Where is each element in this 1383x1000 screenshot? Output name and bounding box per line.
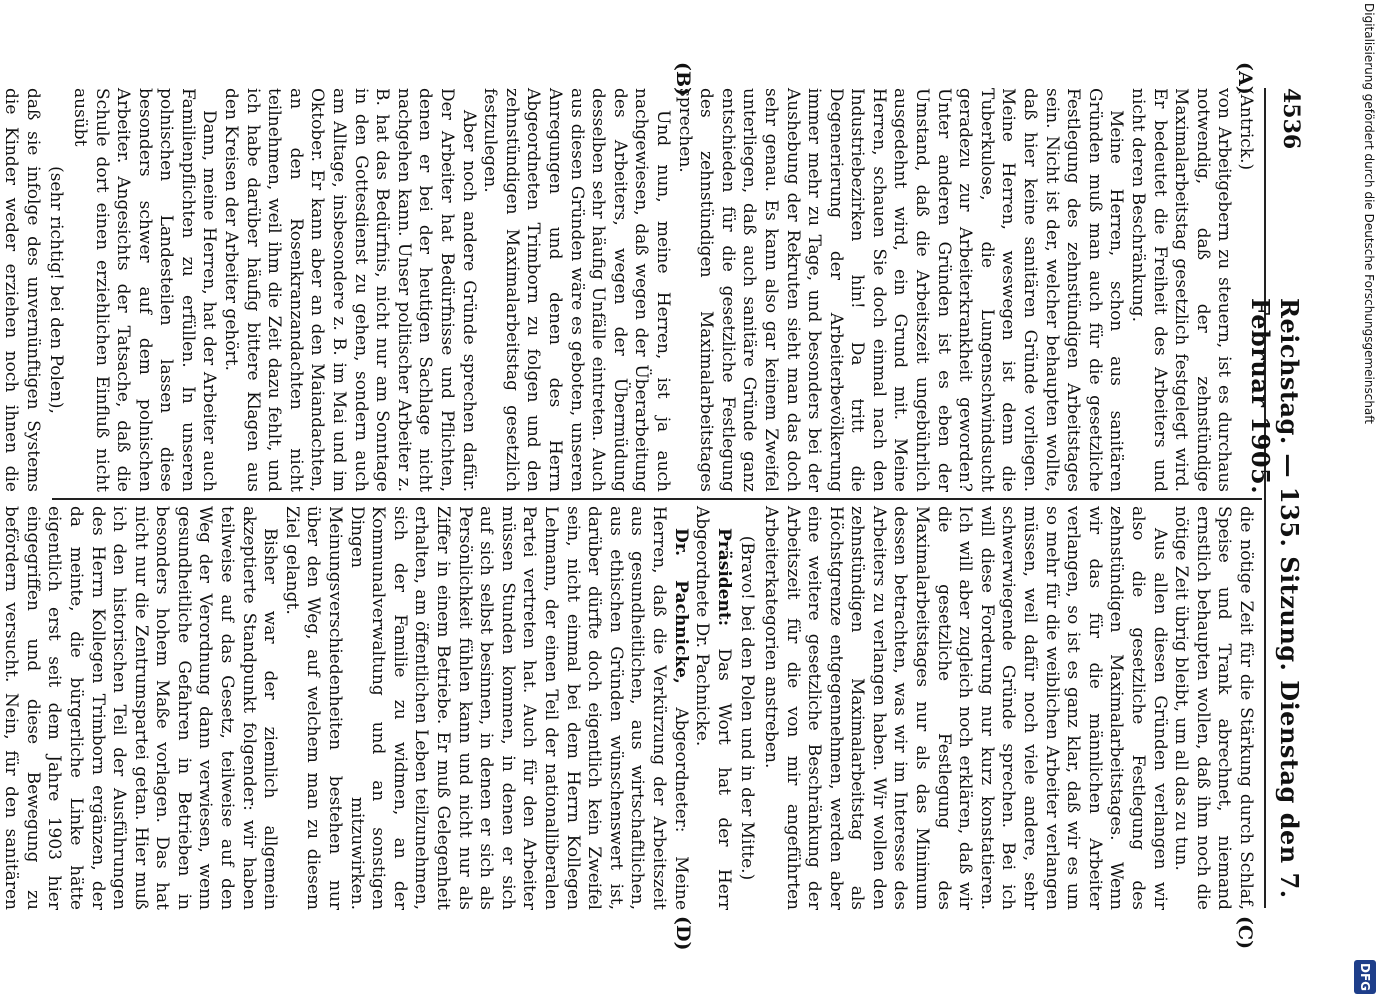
paragraph: Bisher war der ziemlich allgemein akzeptierte Standpunkt folgender: wir haben teilweise auf das Gesetz, teilweise auf den Weg der Verordnung dann verwiesen, wenn gesundheitliche Gefahren in Betrieben in besonders hohem Maße vorlagen. Das hat nicht nur die Zentrumspartei getan. Hier muß ich den historischen Teil der Ausführungen des Herrn Kollegen Trimborn ergänzen, der da meinte, die bürgerliche Linke hätte eigentlich erst seit dem Jahre 1903 hier eingegriffen und diese Bewegung zu befördern versucht. Nein, für den sanitären [1, 506, 281, 910]
page-title: Reichstag. — 135. Sitzung. Dienstag den 7. Februar 1905. [1246, 298, 1304, 899]
paragraph: Meine Herren, schon aus sanitären Gründen muß man auch für die gesetzliche Festlegung des zehnstündigen Arbeitstages sein. Nicht ist der, welcher behaupten wollte, daß hier keine sanitären Gründe vorliegen. Meine Herren, weswegen ist denn die Tuberkulose, die Lungenschwindsucht geradezu zur Arbeiterkrankheit geworden? Unter anderen Gründen ist es eben der Umstand, daß die Arbeitszeit ungebührlich ausgedehnt wird, ein Grund mit. Meine Herren, schauen Sie doch einmal nach den Industriebezirken hin! Da tritt die Degenerierung der Arbeiterbevölkerung immer mehr zu Tage, und besonders bei der Aushebung der Rekruten sieht man das doch sehr genau. Es kann also gar keinem Zweifel unterliegen, daß auch sanitäre Gründe ganz entschieden für die gesetzliche Festlegung des zehnstündigen Maximalarbeitstages sprechen. [674, 88, 1127, 492]
speaker-tag: (Antrick.) [1236, 88, 1256, 171]
page-number: 4536 [1278, 88, 1304, 150]
dfg-logo [1354, 960, 1376, 994]
interjection: (sehr richtig! bei den Polen), [46, 166, 67, 414]
margin-marker-a: (A) [1234, 62, 1256, 95]
speaker-name: Dr. Pachnicke, [670, 528, 691, 684]
footer-strip [1352, 0, 1380, 1000]
paragraph: von Arbeitgebern zu steuern, ist es durchaus notwendig, daß der zehnstündige Maximalarbeitstag gesetzlich festgelegt wird. Er bedeutet die Freiheit des Arbeiters und nicht deren Beschränkung. [1128, 88, 1235, 492]
right-column [1, 506, 1256, 911]
rotated-page [1, 0, 1322, 1000]
left-column [1, 88, 1256, 492]
president-text: Das Wort hat der Herr Abgeordnete Dr. Pachnicke. [692, 506, 734, 911]
president-remark [691, 506, 734, 910]
column-divider [52, 498, 1262, 500]
paragraph: Aus allen diesen Gründen verlangen wir also die gesetzliche Festlegung des zehnstündigen Maximalarbeitstages. Wenn wir das für die männlichen Arbeiter verlangen, so ist es ganz klar, daß wir es um so mehr für die weiblichen Arbeiter verlangen müssen, weil dafür noch viele andere, sehr schwerwiegende Gründe sprechen. Bei ich will diese Forderung nur kurz konstatieren. Ich will aber zugleich noch erklären, daß wir die gesetzliche Festlegung des Maximalarbeitstages nur als das Minimum dessen betrachten, was wir im Interesse des Arbeiters zu verlangen haben. Wir wollen den zehnstündigen Maximalarbeitstag als Höchstgrenze entgegennehmen, werden aber eine weitere gesetzliche Beschränkung der Arbeitszeit für die von mir angeführten Arbeiterkategorien anstreben. [760, 506, 1170, 910]
dfg-logo-text: DFG [1358, 962, 1372, 991]
margin-marker-d: (D) [672, 916, 694, 951]
paragraph: Meine Herren, daß die Verkürzung der Arbeitszeit aus gesundheitlichen, aus wirtschaftlichen, aus ethischen Gründen wünschenswert ist, darüber dürfte doch eigentlich kein Zweifel sein, nicht einmal bei dem Herrn Kollegen Lehmann, der einen Teil der nationalliberalen Partei vertreten hat. Auch für den Arbeiter müssen Stunden kommen, in denen er sich auf sich selbst besinnen, in denen er sich als Persönlichkeit fühlen kann und nicht nur als Ziffer in einem Betriebe. Er muß Gelegenheit erhalten, am öffentlichen Leben teilzunehmen, sich der Familie zu widmen, an der Kommunalverwaltung und an sonstigen Dingen mitzuwirken. Meinungsverschiedenheiten bestehen nur über den Weg, auf welchem man zu diesem Ziel gelangt. [281, 506, 691, 911]
paragraph: Aber noch andere Gründe sprechen dafür. Der Arbeiter hat Bedürfnisse und Pflichten, denen er bei der heutigen Sachlage nicht nachgehen kann. Unser politischer Arbeiter z. B. hat das Bedürfnis, nicht nur am Sonntage in den Gottesdienst zu gehen, sondern auch am Alltage, insbesondere z. B. im Mai und im Oktober. Er kann aber an den Maiandachten, an den Rosenkranzandachten nicht teilnehmen, weil ihm die Zeit dazu fehlt, und ich habe darüber häufig bittere Klagen aus den Kreisen der Arbeiter gehört. [221, 88, 479, 492]
president-label: Präsident: [713, 528, 734, 626]
paragraph: die nötige Zeit für die Stärkung durch Schlaf, Speise und Trank abrechnet, niemand ernstlich behaupten wollen, daß ihm noch die nötige Zeit übrig bleibt, um all das zu tun. [1171, 506, 1256, 910]
margin-marker-b: (B) [672, 62, 694, 97]
speaker-intro [280, 506, 690, 910]
margin-marker-c: (C) [1234, 916, 1256, 950]
interjection: (Bravo! bei den Polen und in der Mitte.) [737, 535, 758, 881]
paragraph: Dann, meine Herren, hat der Arbeiter auch Familienpflichten zu erfüllen. In unseren polnischen Landesteilen lassen diese besonders schwer auf dem polnischen Arbeiter. Angesichts der Tatsache, daß die Schule dort einen erziehlichen Einfluß nicht ausübt [69, 88, 220, 492]
paragraph: Und nun, meine Herren, ist ja auch nachgewiesen, daß wegen der Überarbeitung des Arbeiters, wegen der Übermüdung desselben sehr häufig Unfälle eintreten. Auch aus diesen Gründen wäre es geboten, unseren Anregungen und denen des Herrn Abgeordneten Trimborn zu folgen und den zehnstündigen Maximalarbeitstag gesetzlich festzulegen. [480, 88, 673, 492]
digitization-note: Digitalisierung gefördert durch die Deutsche Forschungsgemeinschaft [1362, 3, 1376, 425]
paragraph: daß sie infolge des unvernünftigen Systems die Kinder weder erziehen noch ihnen die [1, 88, 43, 492]
speaker-role: Abgeordneter: [670, 707, 691, 833]
